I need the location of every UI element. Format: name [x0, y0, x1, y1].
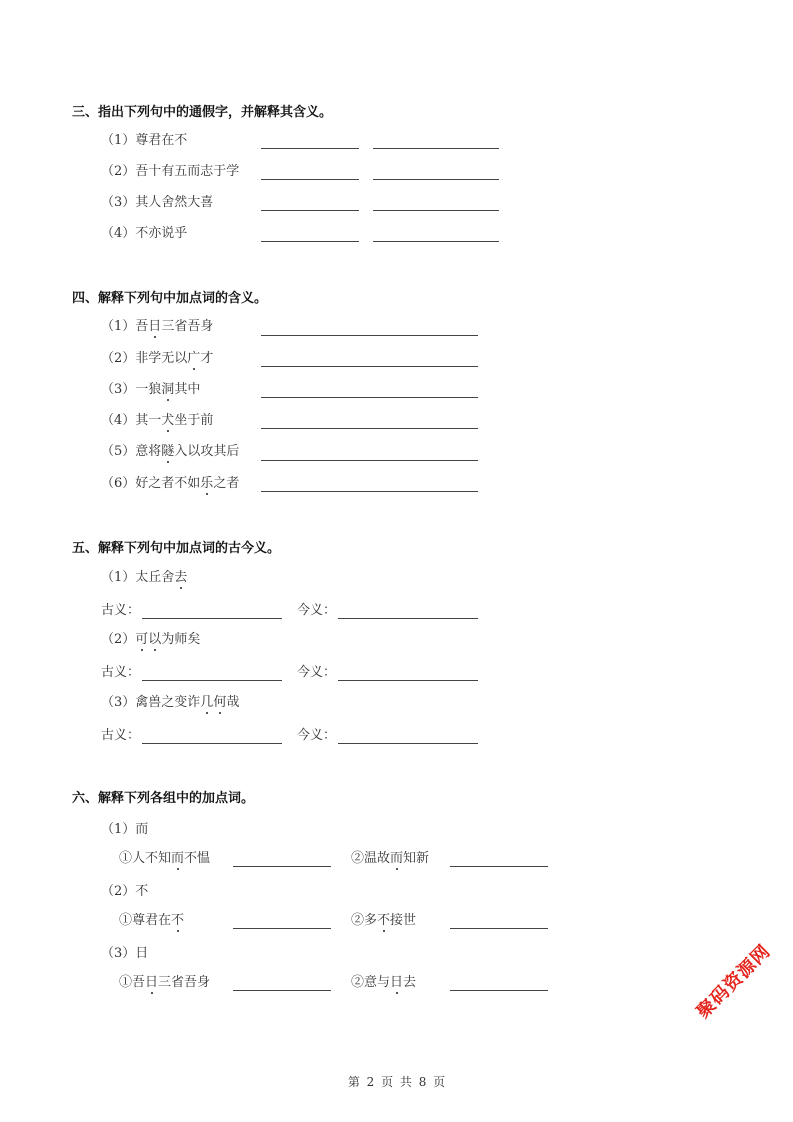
item-text: 知新: [403, 851, 430, 866]
dotted-word: 以: [148, 632, 162, 647]
item-text: ①尊君在: [119, 913, 172, 928]
item-text: 其人舍然大喜: [135, 195, 214, 210]
answer-line-4-6[interactable]: [261, 491, 478, 492]
section-6-group-2-a: [119, 913, 184, 929]
section-4-item-4: [101, 413, 213, 429]
dotted-word: 日: [145, 975, 159, 990]
section-6-group-1-label: [101, 822, 148, 838]
answer-line-5-3-gu[interactable]: [142, 743, 282, 744]
section-6-heading: 六、解释下列各组中的加点词。: [72, 791, 255, 806]
answer-line-6-1a[interactable]: [233, 866, 331, 867]
page-footer: 第 2 页 共 8 页: [347, 1075, 446, 1089]
group-word: 日: [135, 946, 149, 961]
section-4-item-3: [101, 382, 200, 398]
item-number: （2）: [101, 884, 136, 899]
item-text: ①吾: [119, 975, 146, 990]
gu-yi-label-1: 古义：: [101, 603, 141, 618]
gu-yi-label-2: 古义：: [101, 665, 141, 680]
item-number: （2）: [101, 164, 136, 179]
answer-line-5-1-jin[interactable]: [338, 618, 478, 619]
item-text: 入以攻其后: [174, 444, 240, 459]
group-word: 不: [135, 884, 149, 899]
answer-line-4-4[interactable]: [261, 428, 478, 429]
section-3-item-1: [101, 133, 187, 149]
jin-yi-label-3: 今义：: [297, 728, 337, 743]
answer-line-4-2[interactable]: [261, 366, 478, 367]
item-text: 坐于前: [174, 413, 214, 428]
dotted-word: 不: [377, 913, 391, 928]
watermark: 聚码资源网: [692, 940, 775, 1023]
section-6-group-1-b: [351, 851, 429, 867]
answer-line-6-3b[interactable]: [450, 990, 548, 991]
dotted-word: 去: [174, 570, 188, 585]
section-4-heading: 四、解释下列句中加点词的含义。: [72, 291, 268, 306]
answer-line-4-5[interactable]: [261, 460, 478, 461]
section-3-item-2: [101, 164, 239, 180]
item-number: （5）: [101, 444, 136, 459]
item-text: 其中: [174, 382, 201, 397]
section-4-item-5: [101, 444, 239, 460]
section-6-group-2-label: [101, 884, 148, 900]
item-text: 太丘舍: [135, 570, 175, 585]
answer-line-5-2-jin[interactable]: [338, 680, 478, 681]
gu-yi-label-3: 古义：: [101, 728, 141, 743]
item-text: 为师矣: [161, 632, 201, 647]
answer-line-6-3a[interactable]: [233, 990, 331, 991]
answer-line-5-2-gu[interactable]: [142, 680, 282, 681]
dotted-word: 隧: [161, 444, 175, 459]
item-text: 非学无以: [135, 351, 188, 366]
dotted-word: 何: [213, 695, 227, 710]
answer-line-6-1b[interactable]: [450, 866, 548, 867]
answer-line-3-3a[interactable]: [261, 210, 359, 211]
dotted-word: 而: [390, 851, 404, 866]
item-number: （3）: [101, 195, 136, 210]
item-number: （1）: [101, 570, 136, 585]
section-6-group-1-a: [119, 851, 210, 867]
item-text: 意将: [135, 444, 162, 459]
dotted-word: 几: [200, 695, 214, 710]
group-word: 而: [135, 822, 149, 837]
item-number: （4）: [101, 413, 136, 428]
section-5-item-1: [101, 570, 187, 586]
section-4-item-1: [101, 319, 213, 335]
item-number: （1）: [101, 822, 136, 837]
answer-line-4-3[interactable]: [261, 397, 478, 398]
section-6-group-3-label: [101, 946, 148, 962]
item-number: （3）: [101, 695, 136, 710]
item-number: （3）: [101, 382, 136, 397]
item-text: 三省吾身: [161, 319, 214, 334]
item-text: 之者: [213, 476, 240, 491]
answer-line-3-1b[interactable]: [373, 148, 499, 149]
item-text: 吾十有五而志于学: [135, 164, 240, 179]
answer-line-3-4b[interactable]: [373, 241, 499, 242]
answer-line-3-1a[interactable]: [261, 148, 359, 149]
item-text: 不愠: [184, 851, 211, 866]
section-5-heading: 五、解释下列句中加点词的古今义。: [72, 541, 281, 556]
answer-line-5-1-gu[interactable]: [142, 618, 282, 619]
section-3-heading: 三、指出下列句中的通假字，并解释其含义。: [72, 105, 333, 120]
dotted-word: 日: [148, 319, 162, 334]
answer-line-3-3b[interactable]: [373, 210, 499, 211]
item-text: 禽兽之变诈: [135, 695, 201, 710]
item-text: 好之者不如: [135, 476, 201, 491]
dotted-word: 广: [187, 351, 201, 366]
item-text: 去: [403, 975, 417, 990]
section-4-item-6: [101, 476, 239, 492]
section-6-group-3-b: [351, 975, 416, 991]
answer-line-6-2b[interactable]: [450, 928, 548, 929]
item-text: ②温故: [351, 851, 391, 866]
item-number: （1）: [101, 319, 136, 334]
dotted-word: 而: [171, 851, 185, 866]
section-6-group-2-b: [351, 913, 416, 929]
item-text: 尊君在不: [135, 133, 188, 148]
item-number: （2）: [101, 351, 136, 366]
section-3-item-3: [101, 195, 213, 211]
answer-line-3-4a[interactable]: [261, 241, 359, 242]
item-text: 哉: [226, 695, 240, 710]
section-5-item-2: [101, 632, 200, 648]
section-3-item-4: [101, 226, 187, 242]
answer-line-6-2a[interactable]: [233, 928, 331, 929]
dotted-word: 可: [135, 632, 149, 647]
item-text: ②意与: [351, 975, 391, 990]
item-number: （4）: [101, 226, 136, 241]
answer-line-3-2a[interactable]: [261, 179, 359, 180]
dotted-word: 洞: [161, 382, 175, 397]
item-text: ①人不知: [119, 851, 172, 866]
item-text: 吾: [135, 319, 149, 334]
answer-line-4-1[interactable]: [261, 335, 478, 336]
dotted-word: 日: [390, 975, 404, 990]
dotted-word: 乐: [200, 476, 214, 491]
answer-line-5-3-jin[interactable]: [338, 743, 478, 744]
item-text: 接世: [390, 913, 417, 928]
jin-yi-label-2: 今义：: [297, 665, 337, 680]
item-number: （6）: [101, 476, 136, 491]
item-text: 三省吾身: [158, 975, 211, 990]
section-6-group-3-a: [119, 975, 210, 991]
item-text: 一狼: [135, 382, 162, 397]
item-number: （1）: [101, 133, 136, 148]
item-number: （3）: [101, 946, 136, 961]
section-5-item-3: [101, 695, 239, 711]
item-text: ②多: [351, 913, 378, 928]
dotted-word: 不: [171, 913, 185, 928]
item-text: 其一: [135, 413, 162, 428]
item-text: 才: [200, 351, 214, 366]
answer-line-3-2b[interactable]: [373, 179, 499, 180]
jin-yi-label-1: 今义：: [297, 603, 337, 618]
item-text: 不亦说乎: [135, 226, 188, 241]
section-4-item-2: [101, 351, 213, 367]
dotted-word: 犬: [161, 413, 175, 428]
item-number: （2）: [101, 632, 136, 647]
